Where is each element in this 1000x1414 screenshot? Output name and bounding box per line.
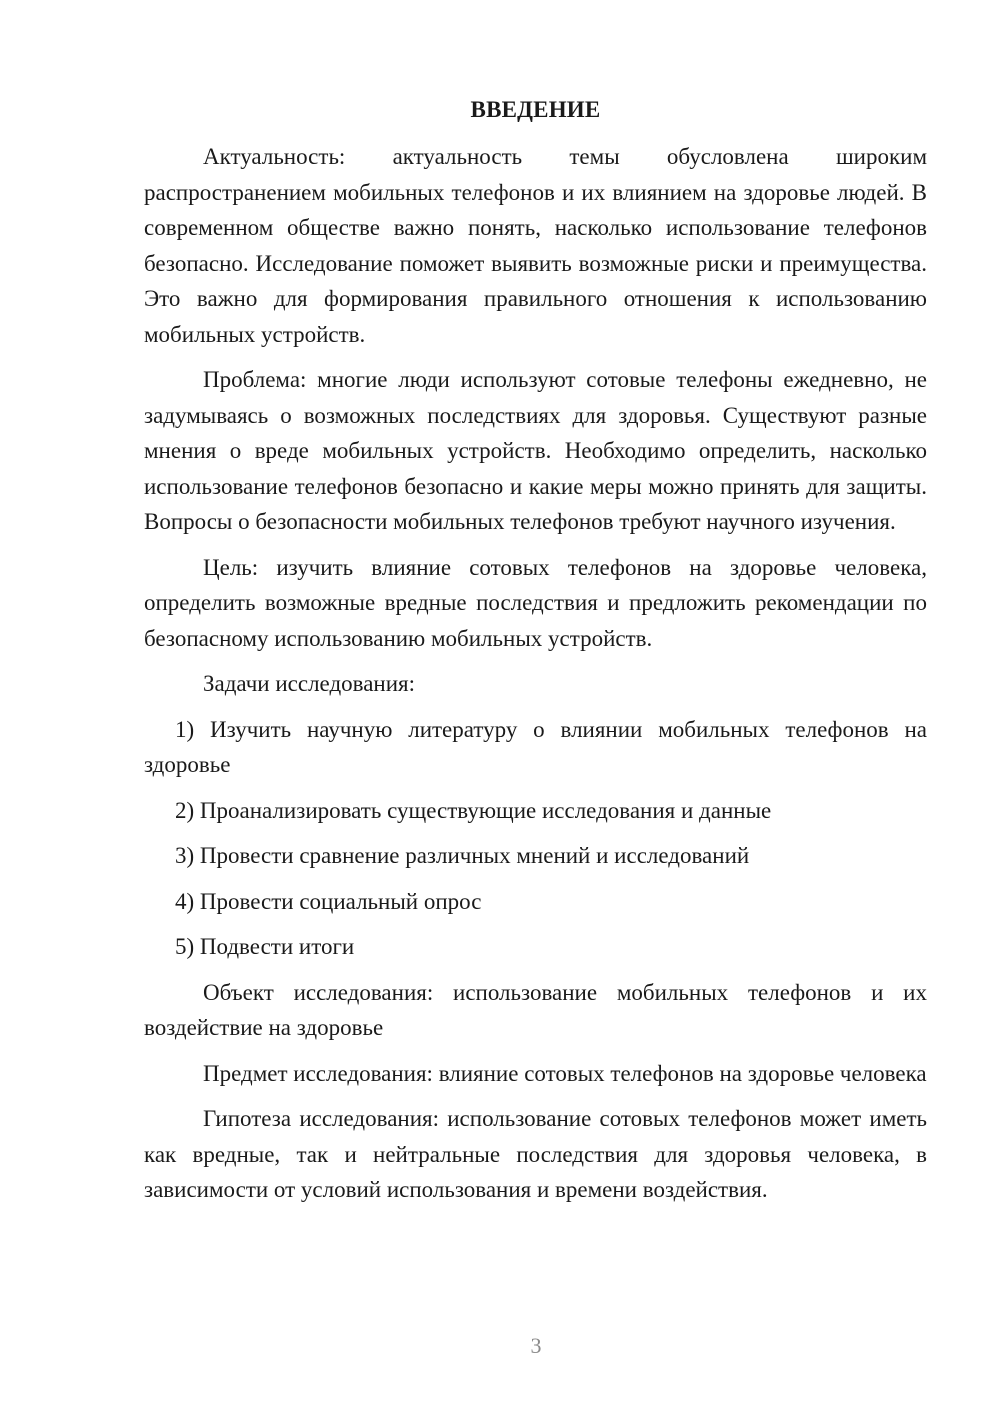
page-number: 3 [530, 1333, 542, 1358]
paragraph-tasks-heading: Задачи исследования: [203, 671, 416, 696]
paragraph-goal: Цель: изучить влияние сотовых телефонов на здоровье человека, определить возможные вредные последствия и предложить рекомендации по безопасному использованию мобильных устройств. [144, 554, 927, 651]
section-title: ВВЕДЕНИЕ [470, 97, 601, 122]
paragraph-object: Объект исследования: использование мобильных телефонов и их воздействие на здоровье [144, 979, 927, 1040]
paragraph-subject: Предмет исследования: влияние сотовых телефонов на здоровье человека [203, 1060, 927, 1086]
task-item-3: 3) Провести сравнение различных мнений и исследований [175, 843, 750, 868]
task-item-1: 1) Изучить научную литературу о влиянии мобильных телефонов на здоровье [144, 716, 927, 777]
task-item-4: 4) Провести социальный опрос [175, 888, 482, 914]
task-item-2: 2) Проанализировать существующие исследования и данные [175, 797, 772, 823]
paragraph-hypothesis: Гипотеза исследования: использование сотовых телефонов может иметь как вредные, так и нейтральные последствия для здоровья человека, в зависимости от условий использования и времени воздействия. [144, 1106, 927, 1202]
document-body [144, 92, 927, 1208]
task-item-5: 5) Подвести итоги [175, 934, 355, 959]
paragraph-problem: Проблема: многие люди используют сотовые телефоны ежедневно, не задумываясь о возможных последствиях для здоровья. Существуют разные мнения о вреде мобильных устройств. Необходимо определить, насколько использование телефонов безопасно и какие меры можно принять для защиты. Вопросы о безопасности мобильных телефонов требуют научного изучения. [144, 367, 927, 534]
paragraph-relevance: Актуальность: актуальность темы обусловлена широким распространением мобильных телефонов и их влиянием на здоровье людей. В современном обществе важно понять, насколько использование телефонов безопасно. Исследование поможет выявить возможные риски и преимущества. Это важно для формирования правильного отношения к использованию мобильных устройств. [144, 144, 927, 347]
